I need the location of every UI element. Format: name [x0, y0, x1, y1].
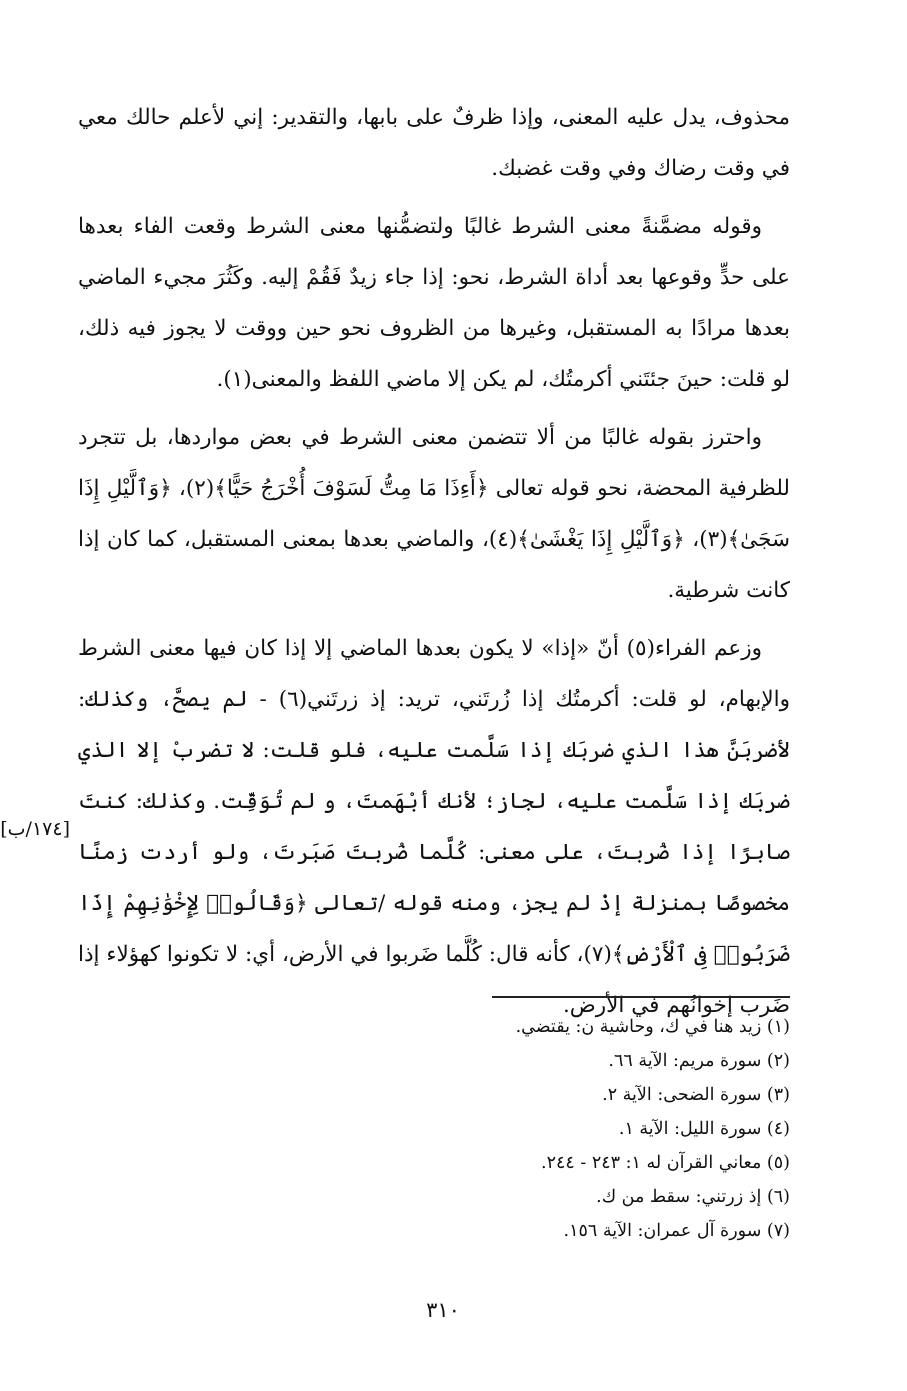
footnote-3: (٣) سورة الضحى: الآية ٢. — [602, 1085, 790, 1105]
manuscript-folio-marker: [١٧٤/ب] — [0, 818, 70, 840]
paragraph-3: واحترز بقوله غالبًا من ألا تتضمن معنى الشرط في بعض مواردها، بل تتجرد للظرفية المحضة، نحو قوله تعالى ﴿أَءِذَا مَا مِتُّ لَسَوْفَ أُخْرَجُ حَيًّا﴾(٢)، ﴿وَٱلَّيْلِ إِذَا سَجَىٰ﴾(٣)، ﴿وَٱلَّيْلِ إِذَا يَغْشَىٰ﴾(٤)، والماضي بعدها بمعنى المستقبل، كما كان إذا كانت شرطية. — [78, 425, 790, 603]
paragraph-1: محذوف، يدل عليه المعنى، وإذا ظرفٌ على بابها، والتقدير: إني لأعلم حالك معي في وقت رضاك وفي وقت غضبك. — [78, 105, 790, 181]
footnote-2: (٢) سورة مريم: الآية ٦٦. — [608, 1051, 790, 1071]
paragraph-4: وزعم الفراء(٥) أنّ «إذا» لا يكون بعدها الماضي إلا إذا كان فيها معنى الشرط والإبهام، لو قلت: أكرمتُك إذا زُرتَني، تريد: إذ زرتَني(٦) - لم يصحَّ، وكذلك: لأضربَنَّ هذا الذي ضربَك إذا سَلَّمت عليه، فلو قلت: لا تضربْ إلا الذي ضربَك إذا سَلَّمت عليه، لجاز؛ لأنك أبْهَمتَ، و لم تُوَقِّت. وكذلك: كنتَ صابرًا إذا ضُربتَ، على معنى: كُلَّما ضُربتَ صَبَرتَ، ولو أردت زمنًا مخصوصًا بمنزلة إذْ لم يجز، ومنه قوله /تعالى ﴿وَقَالُوا۟ لِإِخْوَٰنِهِمْ إِذَا ضَرَبُوا۟ فِى ٱلْأَرْضِ﴾(٧)، كأنه قال: كُلَّما ضَربوا في الأرض، أي: لا تكونوا كهؤلاء إذا ضَرب إخوانُهم في الأرض. — [78, 636, 790, 1018]
footnote-separator — [492, 996, 790, 998]
footnotes — [370, 1010, 790, 1248]
footnote-7: (٧) سورة آل عمران: الآية ١٥٦. — [563, 1221, 790, 1241]
footnote-4: (٤) سورة الليل: الآية ١. — [618, 1119, 790, 1139]
page-number: ٣١٠ — [426, 1298, 460, 1322]
paragraph-2: وقوله مضمَّنةً معنى الشرط غالبًا ولتضمُّنها معنى الشرط وقعت الفاء بعدها على حدٍّ وقوعها بعد أداة الشرط، نحو: إذا جاء زيدٌ فَقُمْ إليه. وكَثُرَ مجيء الماضي بعدها مرادًا به المستقبل، وغيرها من الظروف نحو حين ووقت لا يجوز فيه ذلك، لو قلت: حينَ جئتَني أكرمتُك، لم يكن إلا ماضي اللفظ والمعنى(١). — [78, 214, 790, 392]
main-text — [78, 92, 790, 1038]
footnote-5: (٥) معاني القرآن له ١: ٢٤٣ - ٢٤٤. — [541, 1153, 790, 1173]
footnote-6: (٦) إذ زرتني: سقط من ك. — [596, 1187, 790, 1207]
footnote-1: (١) زيد هنا في ك، وحاشية ن: يقتضي. — [515, 1017, 790, 1037]
